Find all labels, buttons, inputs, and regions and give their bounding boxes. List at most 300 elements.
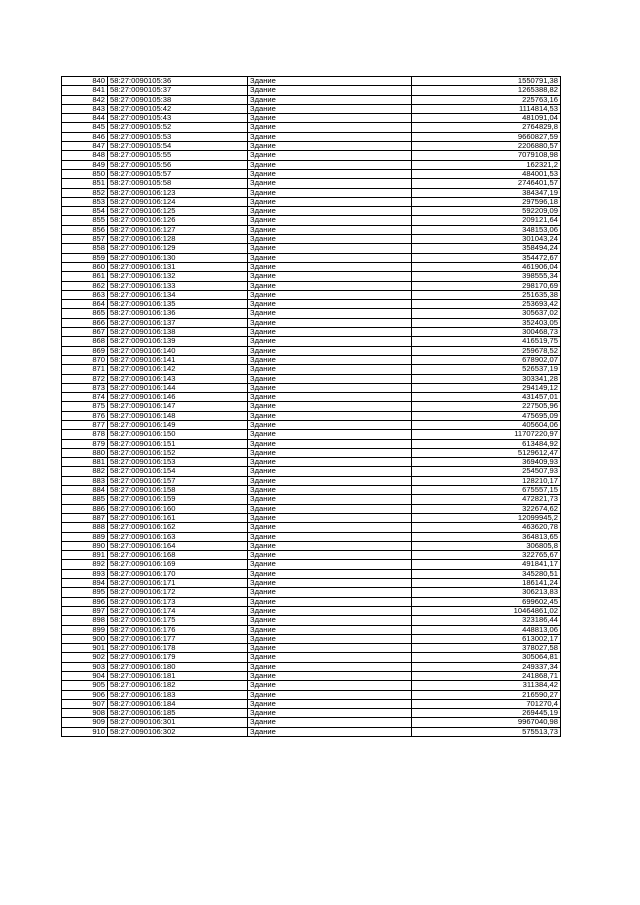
cadastral-value-cell: 305064,81 (412, 653, 561, 662)
row-number-cell: 865 (62, 309, 108, 318)
row-number-cell: 858 (62, 244, 108, 253)
object-type-cell: Здание (248, 104, 412, 113)
cadastral-number-cell: 58:27:0090105:42 (108, 104, 248, 113)
object-type-cell: Здание (248, 616, 412, 625)
object-type-cell: Здание (248, 597, 412, 606)
cadastral-number-cell: 58:27:0090106:131 (108, 262, 248, 271)
cadastral-number-cell: 58:27:0090106:175 (108, 616, 248, 625)
cadastral-value-cell: 9967040,98 (412, 718, 561, 727)
cadastral-value-cell: 254507,93 (412, 467, 561, 476)
row-number-cell: 878 (62, 430, 108, 439)
cadastral-number-cell: 58:27:0090106:126 (108, 216, 248, 225)
cadastral-number-cell: 58:27:0090105:58 (108, 179, 248, 188)
cadastral-value-cell: 7079108,98 (412, 151, 561, 160)
row-number-cell: 840 (62, 77, 108, 86)
cadastral-value-cell: 575513,73 (412, 727, 561, 736)
object-type-cell: Здание (248, 169, 412, 178)
object-type-cell: Здание (248, 662, 412, 671)
cadastral-value-cell: 481091,04 (412, 114, 561, 123)
table-row (62, 197, 561, 206)
table-row (62, 262, 561, 271)
row-number-cell: 893 (62, 569, 108, 578)
table-row (62, 681, 561, 690)
cadastral-number-cell: 58:27:0090106:176 (108, 625, 248, 634)
cadastral-number-cell: 58:27:0090106:123 (108, 188, 248, 197)
object-type-cell: Здание (248, 86, 412, 95)
row-number-cell: 910 (62, 727, 108, 736)
cadastral-number-cell: 58:27:0090106:135 (108, 300, 248, 309)
object-type-cell: Здание (248, 355, 412, 364)
row-number-cell: 860 (62, 262, 108, 271)
row-number-cell: 872 (62, 374, 108, 383)
row-number-cell: 885 (62, 495, 108, 504)
table-row (62, 383, 561, 392)
table-row (62, 142, 561, 151)
object-type-cell: Здание (248, 253, 412, 262)
cadastral-value-cell: 294149,12 (412, 383, 561, 392)
cadastral-number-cell: 58:27:0090106:153 (108, 458, 248, 467)
cadastral-value-cell: 475695,09 (412, 411, 561, 420)
cadastral-number-cell: 58:27:0090106:174 (108, 606, 248, 615)
cadastral-value-cell: 298170,69 (412, 281, 561, 290)
cadastral-value-cell: 405604,06 (412, 420, 561, 429)
row-number-cell: 857 (62, 235, 108, 244)
row-number-cell: 888 (62, 523, 108, 532)
cadastral-value-cell: 269445,19 (412, 709, 561, 718)
cadastral-number-cell: 58:27:0090106:146 (108, 393, 248, 402)
row-number-cell: 887 (62, 513, 108, 522)
row-number-cell: 883 (62, 476, 108, 485)
table-row (62, 513, 561, 522)
cadastral-number-cell: 58:27:0090106:177 (108, 634, 248, 643)
cadastral-number-cell: 58:27:0090106:164 (108, 541, 248, 550)
cadastral-number-cell: 58:27:0090105:53 (108, 132, 248, 141)
object-type-cell: Здание (248, 672, 412, 681)
row-number-cell: 861 (62, 272, 108, 281)
cadastral-number-cell: 58:27:0090105:56 (108, 160, 248, 169)
object-type-cell: Здание (248, 337, 412, 346)
object-type-cell: Здание (248, 523, 412, 532)
table-row (62, 597, 561, 606)
cadastral-value-cell: 322765,67 (412, 551, 561, 560)
object-type-cell: Здание (248, 346, 412, 355)
object-type-cell: Здание (248, 448, 412, 457)
row-number-cell: 877 (62, 420, 108, 429)
cadastral-number-cell: 58:27:0090106:141 (108, 355, 248, 364)
cadastral-number-cell: 58:27:0090106:125 (108, 207, 248, 216)
cadastral-value-cell: 472821,73 (412, 495, 561, 504)
row-number-cell: 868 (62, 337, 108, 346)
table-row (62, 467, 561, 476)
cadastral-number-cell: 58:27:0090106:159 (108, 495, 248, 504)
row-number-cell: 886 (62, 504, 108, 513)
object-type-cell: Здание (248, 709, 412, 718)
object-type-cell: Здание (248, 541, 412, 550)
row-number-cell: 852 (62, 188, 108, 197)
table-body (62, 77, 561, 737)
row-number-cell: 859 (62, 253, 108, 262)
table-row (62, 551, 561, 560)
object-type-cell: Здание (248, 606, 412, 615)
cadastral-number-cell: 58:27:0090106:127 (108, 225, 248, 234)
object-type-cell: Здание (248, 290, 412, 299)
cadastral-value-cell: 354472,67 (412, 253, 561, 262)
cadastral-number-cell: 58:27:0090106:158 (108, 486, 248, 495)
cadastral-number-cell: 58:27:0090105:36 (108, 77, 248, 86)
cadastral-value-cell: 297596,18 (412, 197, 561, 206)
row-number-cell: 855 (62, 216, 108, 225)
cadastral-number-cell: 58:27:0090106:124 (108, 197, 248, 206)
cadastral-number-cell: 58:27:0090106:168 (108, 551, 248, 560)
cadastral-number-cell: 58:27:0090105:52 (108, 123, 248, 132)
cadastral-number-cell: 58:27:0090106:132 (108, 272, 248, 281)
table-row (62, 458, 561, 467)
table-row (62, 188, 561, 197)
cadastral-number-cell: 58:27:0090106:144 (108, 383, 248, 392)
object-type-cell: Здание (248, 207, 412, 216)
cadastral-number-cell: 58:27:0090106:157 (108, 476, 248, 485)
cadastral-number-cell: 58:27:0090106:169 (108, 560, 248, 569)
object-type-cell: Здание (248, 625, 412, 634)
object-type-cell: Здание (248, 402, 412, 411)
object-type-cell: Здание (248, 513, 412, 522)
row-number-cell: 871 (62, 365, 108, 374)
row-number-cell: 906 (62, 690, 108, 699)
table-row (62, 653, 561, 662)
object-type-cell: Здание (248, 718, 412, 727)
cadastral-value-cell: 345280,51 (412, 569, 561, 578)
table-row (62, 337, 561, 346)
object-type-cell: Здание (248, 225, 412, 234)
object-type-cell: Здание (248, 95, 412, 104)
row-number-cell: 879 (62, 439, 108, 448)
cadastral-value-cell: 463620,78 (412, 523, 561, 532)
row-number-cell: 901 (62, 644, 108, 653)
cadastral-value-cell: 306805,8 (412, 541, 561, 550)
table-row (62, 123, 561, 132)
cadastral-number-cell: 58:27:0090105:55 (108, 151, 248, 160)
cadastral-number-cell: 58:27:0090106:170 (108, 569, 248, 578)
row-number-cell: 896 (62, 597, 108, 606)
row-number-cell: 903 (62, 662, 108, 671)
table-row (62, 253, 561, 262)
table-row (62, 402, 561, 411)
table-row (62, 235, 561, 244)
row-number-cell: 899 (62, 625, 108, 634)
cadastral-value-cell: 613484,92 (412, 439, 561, 448)
cadastral-value-cell: 1550791,38 (412, 77, 561, 86)
row-number-cell: 863 (62, 290, 108, 299)
cadastral-value-cell: 398555,34 (412, 272, 561, 281)
object-type-cell: Здание (248, 681, 412, 690)
row-number-cell: 847 (62, 142, 108, 151)
table-row (62, 699, 561, 708)
table-row (62, 486, 561, 495)
object-type-cell: Здание (248, 132, 412, 141)
table-row (62, 504, 561, 513)
object-type-cell: Здание (248, 197, 412, 206)
cadastral-number-cell: 58:27:0090106:171 (108, 579, 248, 588)
cadastral-number-cell: 58:27:0090106:130 (108, 253, 248, 262)
cadastral-value-cell: 484001,53 (412, 169, 561, 178)
cadastral-value-cell: 259678,52 (412, 346, 561, 355)
row-number-cell: 869 (62, 346, 108, 355)
row-number-cell: 873 (62, 383, 108, 392)
cadastral-value-cell: 678902,07 (412, 355, 561, 364)
table-row (62, 169, 561, 178)
object-type-cell: Здание (248, 123, 412, 132)
table-row (62, 606, 561, 615)
row-number-cell: 864 (62, 300, 108, 309)
table-row (62, 374, 561, 383)
object-type-cell: Здание (248, 476, 412, 485)
cadastral-value-cell: 2206880,57 (412, 142, 561, 151)
cadastral-number-cell: 58:27:0090105:54 (108, 142, 248, 151)
cadastral-number-cell: 58:27:0090106:129 (108, 244, 248, 253)
object-type-cell: Здание (248, 420, 412, 429)
cadastral-number-cell: 58:27:0090105:37 (108, 86, 248, 95)
cadastral-number-cell: 58:27:0090106:149 (108, 420, 248, 429)
cadastral-number-cell: 58:27:0090105:57 (108, 169, 248, 178)
row-number-cell: 907 (62, 699, 108, 708)
table-row (62, 718, 561, 727)
object-type-cell: Здание (248, 309, 412, 318)
table-row (62, 244, 561, 253)
table-row (62, 523, 561, 532)
table-row (62, 495, 561, 504)
object-type-cell: Здание (248, 244, 412, 253)
cadastral-number-cell: 58:27:0090106:179 (108, 653, 248, 662)
object-type-cell: Здание (248, 188, 412, 197)
cadastral-value-cell: 5129612,47 (412, 448, 561, 457)
object-type-cell: Здание (248, 383, 412, 392)
row-number-cell: 854 (62, 207, 108, 216)
row-number-cell: 875 (62, 402, 108, 411)
cadastral-value-cell: 699602,45 (412, 597, 561, 606)
cadastral-number-cell: 58:27:0090106:152 (108, 448, 248, 457)
row-number-cell: 842 (62, 95, 108, 104)
table-row (62, 272, 561, 281)
object-type-cell: Здание (248, 160, 412, 169)
table-row (62, 104, 561, 113)
row-number-cell: 889 (62, 532, 108, 541)
object-type-cell: Здание (248, 300, 412, 309)
cadastral-value-cell: 10464861,02 (412, 606, 561, 615)
cadastral-value-cell: 225763,16 (412, 95, 561, 104)
table-row (62, 77, 561, 86)
table-row (62, 207, 561, 216)
cadastral-number-cell: 58:27:0090106:143 (108, 374, 248, 383)
row-number-cell: 851 (62, 179, 108, 188)
cadastral-number-cell: 58:27:0090106:302 (108, 727, 248, 736)
row-number-cell: 845 (62, 123, 108, 132)
row-number-cell: 844 (62, 114, 108, 123)
cadastral-value-cell: 253693,42 (412, 300, 561, 309)
object-type-cell: Здание (248, 411, 412, 420)
table-row (62, 225, 561, 234)
cadastral-number-cell: 58:27:0090106:147 (108, 402, 248, 411)
cadastral-number-cell: 58:27:0090106:150 (108, 430, 248, 439)
cadastral-number-cell: 58:27:0090105:43 (108, 114, 248, 123)
object-type-cell: Здание (248, 179, 412, 188)
row-number-cell: 846 (62, 132, 108, 141)
object-type-cell: Здание (248, 142, 412, 151)
table-row (62, 662, 561, 671)
cadastral-number-cell: 58:27:0090106:133 (108, 281, 248, 290)
cadastral-value-cell: 323186,44 (412, 616, 561, 625)
object-type-cell: Здание (248, 262, 412, 271)
table-row (62, 86, 561, 95)
table-row (62, 439, 561, 448)
object-type-cell: Здание (248, 579, 412, 588)
row-number-cell: 909 (62, 718, 108, 727)
row-number-cell: 890 (62, 541, 108, 550)
table-row (62, 179, 561, 188)
table-row (62, 328, 561, 337)
row-number-cell: 848 (62, 151, 108, 160)
row-number-cell: 880 (62, 448, 108, 457)
cadastral-value-cell: 701270,4 (412, 699, 561, 708)
cadastral-number-cell: 58:27:0090106:139 (108, 337, 248, 346)
cadastral-value-cell: 162321,2 (412, 160, 561, 169)
cadastral-value-cell: 348153,06 (412, 225, 561, 234)
cadastral-value-cell: 128210,17 (412, 476, 561, 485)
cadastral-number-cell: 58:27:0090106:148 (108, 411, 248, 420)
row-number-cell: 870 (62, 355, 108, 364)
row-number-cell: 897 (62, 606, 108, 615)
cadastral-number-cell: 58:27:0090106:180 (108, 662, 248, 671)
object-type-cell: Здание (248, 551, 412, 560)
object-type-cell: Здание (248, 374, 412, 383)
object-type-cell: Здание (248, 504, 412, 513)
cadastral-value-cell: 209121,64 (412, 216, 561, 225)
cadastral-number-cell: 58:27:0090106:154 (108, 467, 248, 476)
cadastral-value-cell: 311384,42 (412, 681, 561, 690)
table-row (62, 132, 561, 141)
table-row (62, 690, 561, 699)
cadastral-value-cell: 352403,05 (412, 318, 561, 327)
row-number-cell: 876 (62, 411, 108, 420)
cadastral-value-cell: 526537,19 (412, 365, 561, 374)
table-row (62, 569, 561, 578)
table-row (62, 393, 561, 402)
table-row (62, 411, 561, 420)
object-type-cell: Здание (248, 235, 412, 244)
object-type-cell: Здание (248, 393, 412, 402)
row-number-cell: 892 (62, 560, 108, 569)
object-type-cell: Здание (248, 569, 412, 578)
table-row (62, 560, 561, 569)
row-number-cell: 908 (62, 709, 108, 718)
cadastral-number-cell: 58:27:0090106:128 (108, 235, 248, 244)
cadastral-number-cell: 58:27:0090106:142 (108, 365, 248, 374)
row-number-cell: 874 (62, 393, 108, 402)
cadastral-value-cell: 186141,24 (412, 579, 561, 588)
table-row (62, 644, 561, 653)
cadastral-number-cell: 58:27:0090105:38 (108, 95, 248, 104)
table-row (62, 672, 561, 681)
cadastral-number-cell: 58:27:0090106:160 (108, 504, 248, 513)
cadastral-value-cell: 613002,17 (412, 634, 561, 643)
object-type-cell: Здание (248, 281, 412, 290)
row-number-cell: 904 (62, 672, 108, 681)
table-row (62, 318, 561, 327)
cadastral-value-cell: 384347,19 (412, 188, 561, 197)
cadastral-value-cell: 592209,09 (412, 207, 561, 216)
object-type-cell: Здание (248, 634, 412, 643)
cadastral-number-cell: 58:27:0090106:183 (108, 690, 248, 699)
cadastral-value-cell: 322674,62 (412, 504, 561, 513)
row-number-cell: 881 (62, 458, 108, 467)
cadastral-number-cell: 58:27:0090106:138 (108, 328, 248, 337)
cadastral-value-cell: 300468,73 (412, 328, 561, 337)
object-type-cell: Здание (248, 439, 412, 448)
cadastral-value-cell: 12099945,2 (412, 513, 561, 522)
table-row (62, 616, 561, 625)
cadastral-number-cell: 58:27:0090106:140 (108, 346, 248, 355)
object-type-cell: Здание (248, 690, 412, 699)
cadastral-value-cell: 306213,83 (412, 588, 561, 597)
row-number-cell: 894 (62, 579, 108, 588)
cadastral-value-cell: 305637,02 (412, 309, 561, 318)
table-row (62, 365, 561, 374)
table-row (62, 625, 561, 634)
object-type-cell: Здание (248, 560, 412, 569)
table-row (62, 448, 561, 457)
object-type-cell: Здание (248, 365, 412, 374)
row-number-cell: 841 (62, 86, 108, 95)
cadastral-number-cell: 58:27:0090106:134 (108, 290, 248, 299)
cadastral-value-cell: 448813,06 (412, 625, 561, 634)
cadastral-value-cell: 251635,38 (412, 290, 561, 299)
cadastral-number-cell: 58:27:0090106:162 (108, 523, 248, 532)
object-type-cell: Здание (248, 318, 412, 327)
object-type-cell: Здание (248, 653, 412, 662)
cadastral-number-cell: 58:27:0090106:178 (108, 644, 248, 653)
cadastral-value-table (61, 76, 561, 737)
table-row (62, 588, 561, 597)
cadastral-value-cell: 358494,24 (412, 244, 561, 253)
object-type-cell: Здание (248, 114, 412, 123)
table-row (62, 355, 561, 364)
object-type-cell: Здание (248, 328, 412, 337)
object-type-cell: Здание (248, 588, 412, 597)
table-row (62, 281, 561, 290)
row-number-cell: 884 (62, 486, 108, 495)
row-number-cell: 856 (62, 225, 108, 234)
table-row (62, 579, 561, 588)
table-row (62, 532, 561, 541)
row-number-cell: 853 (62, 197, 108, 206)
object-type-cell: Здание (248, 151, 412, 160)
object-type-cell: Здание (248, 532, 412, 541)
object-type-cell: Здание (248, 272, 412, 281)
cadastral-number-cell: 58:27:0090106:182 (108, 681, 248, 690)
row-number-cell: 849 (62, 160, 108, 169)
cadastral-value-cell: 249337,34 (412, 662, 561, 671)
row-number-cell: 862 (62, 281, 108, 290)
table-row (62, 114, 561, 123)
row-number-cell: 882 (62, 467, 108, 476)
row-number-cell: 843 (62, 104, 108, 113)
cadastral-number-cell: 58:27:0090106:151 (108, 439, 248, 448)
cadastral-value-cell: 431457,01 (412, 393, 561, 402)
cadastral-number-cell: 58:27:0090106:181 (108, 672, 248, 681)
cadastral-value-cell: 369409,93 (412, 458, 561, 467)
object-type-cell: Здание (248, 467, 412, 476)
table-row (62, 430, 561, 439)
cadastral-value-cell: 2746401,57 (412, 179, 561, 188)
